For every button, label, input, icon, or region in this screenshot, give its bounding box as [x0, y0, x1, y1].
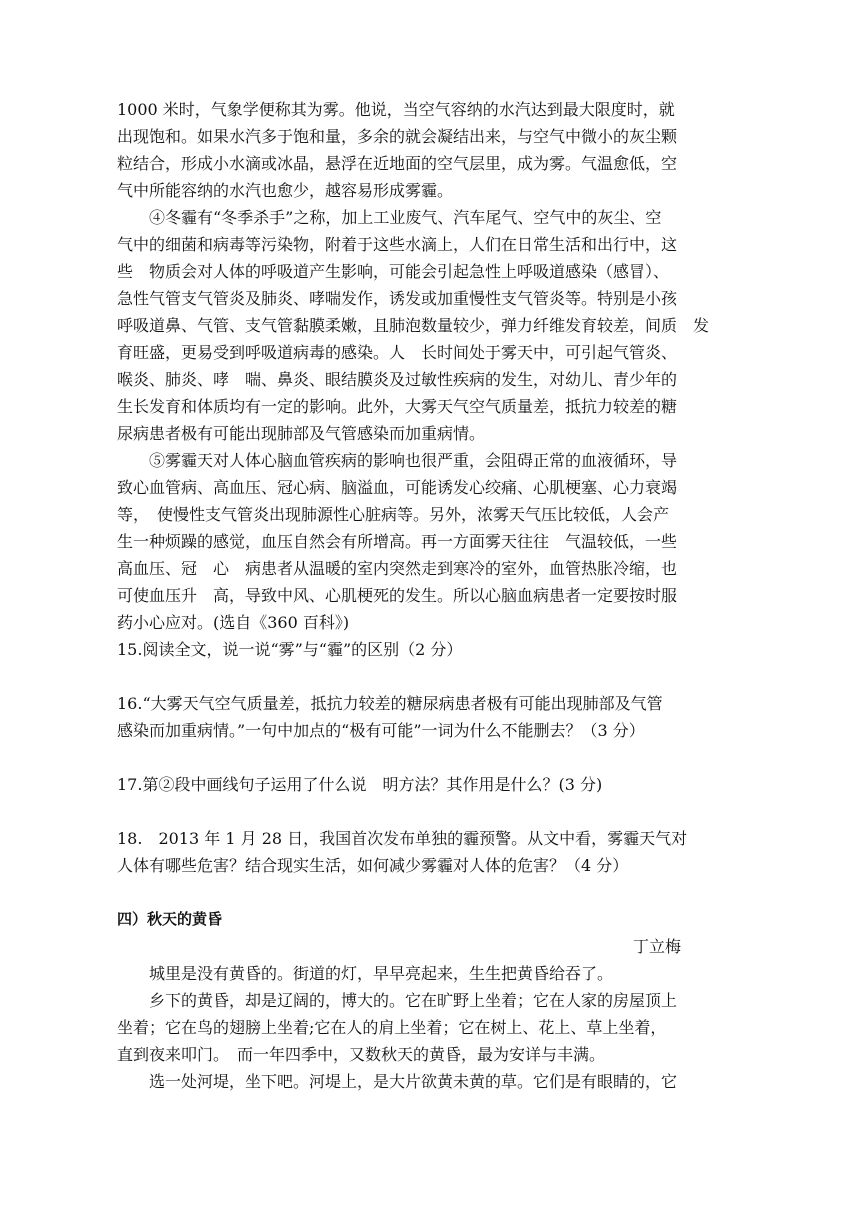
- text-line: 呼吸道鼻、气管、支气管黏膜柔嫩，且肺泡数量较少，弹力纤维发育较差，间质 发: [117, 316, 710, 335]
- text-line: 些 物质会对人体的呼吸道产生影响，可能会引起急性上呼吸道感染（感冒）、: [117, 262, 670, 281]
- text-line: 可使血压升 高，导致中风、心肌梗死的发生。所以心脑血病患者一定要按时服: [117, 586, 678, 605]
- document-page: [117, 96, 743, 1095]
- text-line: 气中的细菌和病毒等污染物，附着于这些水滴上，人们在日常生活和出行中，这: [117, 235, 678, 254]
- text-line: 生长发育和体质均有一定的影响。此外，大雾天气空气质量差，抵抗力较差的糖: [117, 397, 678, 416]
- passage-paragraph-3: [117, 1068, 743, 1095]
- passage-paragraph-2: [117, 987, 743, 1068]
- text-line: 感染而加重病情。”一句中加点的“极有可能”一词为什么不能删去？（3 分）: [117, 721, 645, 740]
- text-line: 气中所能容纳的水汽也愈少，越容易形成雾霾。: [117, 181, 454, 200]
- text-line: 生一种烦躁的感觉，血压自然会有所增高。再一方面雾天往往 气温较低，一些: [117, 532, 678, 551]
- text-line: 城里是没有黄昏的。街道的灯，早早亮起来，生生把黄昏给吞了。: [149, 964, 614, 983]
- question-16: [117, 690, 743, 744]
- paragraph-4: [117, 204, 743, 447]
- text-line: 粒结合，形成小水滴或冰晶，悬浮在近地面的空气层里，成为雾。气温愈低，空: [117, 154, 678, 173]
- text-line: 药小心应对。(选自《360 百科》): [117, 613, 350, 632]
- answer-space: [117, 798, 743, 825]
- paragraph-5: [117, 447, 743, 636]
- text-line: 16.“大雾天气空气质量差，抵抗力较差的糖尿病患者极有可能出现肺部及气管: [117, 694, 663, 713]
- text-line: 出现饱和。如果水汽多于饱和量，多余的就会凝结出来，与空气中微小的灰尘颗: [117, 127, 678, 146]
- text-line: ⑤雾霾天对人体心脑血管疾病的影响也很严重，会阻碍正常的血液循环，导: [149, 451, 678, 470]
- text-line: 急性气管支气管炎及肺炎、哮喘发作，诱发或加重慢性支气管炎等。特别是小孩: [117, 289, 678, 308]
- question-18: [117, 825, 743, 879]
- text-line: 人体有哪些危害？结合现实生活，如何减少雾霾对人体的危害？（4 分）: [117, 856, 629, 875]
- text-line: 乡下的黄昏，却是辽阔的，博大的。它在旷野上坐着；它在人家的房屋顶上: [149, 991, 678, 1010]
- text-line: 尿病患者极有可能出现肺部及气管感染而加重病情。: [117, 424, 486, 443]
- text-line: 育旺盛，更易受到呼吸道病毒的感染。人 长时间处于雾天中，可引起气管炎、: [117, 343, 678, 362]
- text-line: ④冬霾有“冬季杀手”之称，加上工业废气、汽车尾气、空气中的灰尘、空: [149, 208, 662, 227]
- paragraph-fog-definition: [117, 96, 743, 204]
- answer-space: [117, 744, 743, 771]
- text-line: 选一处河堤，坐下吧。河堤上，是大片欲黄未黄的草。它们是有眼睛的，它: [149, 1072, 678, 1091]
- question-17: 17.第②段中画线句子运用了什么说 明方法？其作用是什么？(3 分): [117, 775, 603, 794]
- section-title: 四）秋天的黄昏: [117, 910, 223, 928]
- text-line: 喉炎、肺炎、哮 喘、鼻炎、眼结膜炎及过敏性疾病的发生，对幼儿、青少年的: [117, 370, 678, 389]
- text-line: 致心血管病、高血压、冠心病、脑溢血，可能诱发心绞痛、心肌梗塞、心力衰竭: [117, 478, 678, 497]
- author-name: 丁立梅: [632, 937, 681, 956]
- text-line: 直到夜来叩门。 而一年四季中，又数秋天的黄昏，最为安详与丰满。: [117, 1045, 606, 1064]
- answer-space: [117, 879, 743, 906]
- question-15: 15.阅读全文，说一说“雾”与“霾”的区别（2 分）: [117, 640, 463, 659]
- text-line: 1000 米时，气象学便称其为雾。他说，当空气容纳的水汽达到最大限度时，就: [117, 100, 675, 119]
- text-line: 坐着；它在鸟的翅膀上坐着;它在人的肩上坐着；它在树上、花上、草上坐着，: [117, 1018, 667, 1037]
- answer-space: [117, 663, 743, 690]
- text-line: 等， 使慢性支气管炎出现肺源性心脏病等。另外，浓雾天气压比较低，人会产: [117, 505, 670, 524]
- text-line: 18. 2013 年 1 月 28 日，我国首次发布单独的霾预警。从文中看，雾霾天气对: [117, 829, 688, 848]
- passage-paragraph-1: [117, 960, 743, 987]
- text-line: 高血压、冠 心 病患者从温暖的室内突然走到寒冷的室外，血管热胀冷缩，也: [117, 559, 678, 578]
